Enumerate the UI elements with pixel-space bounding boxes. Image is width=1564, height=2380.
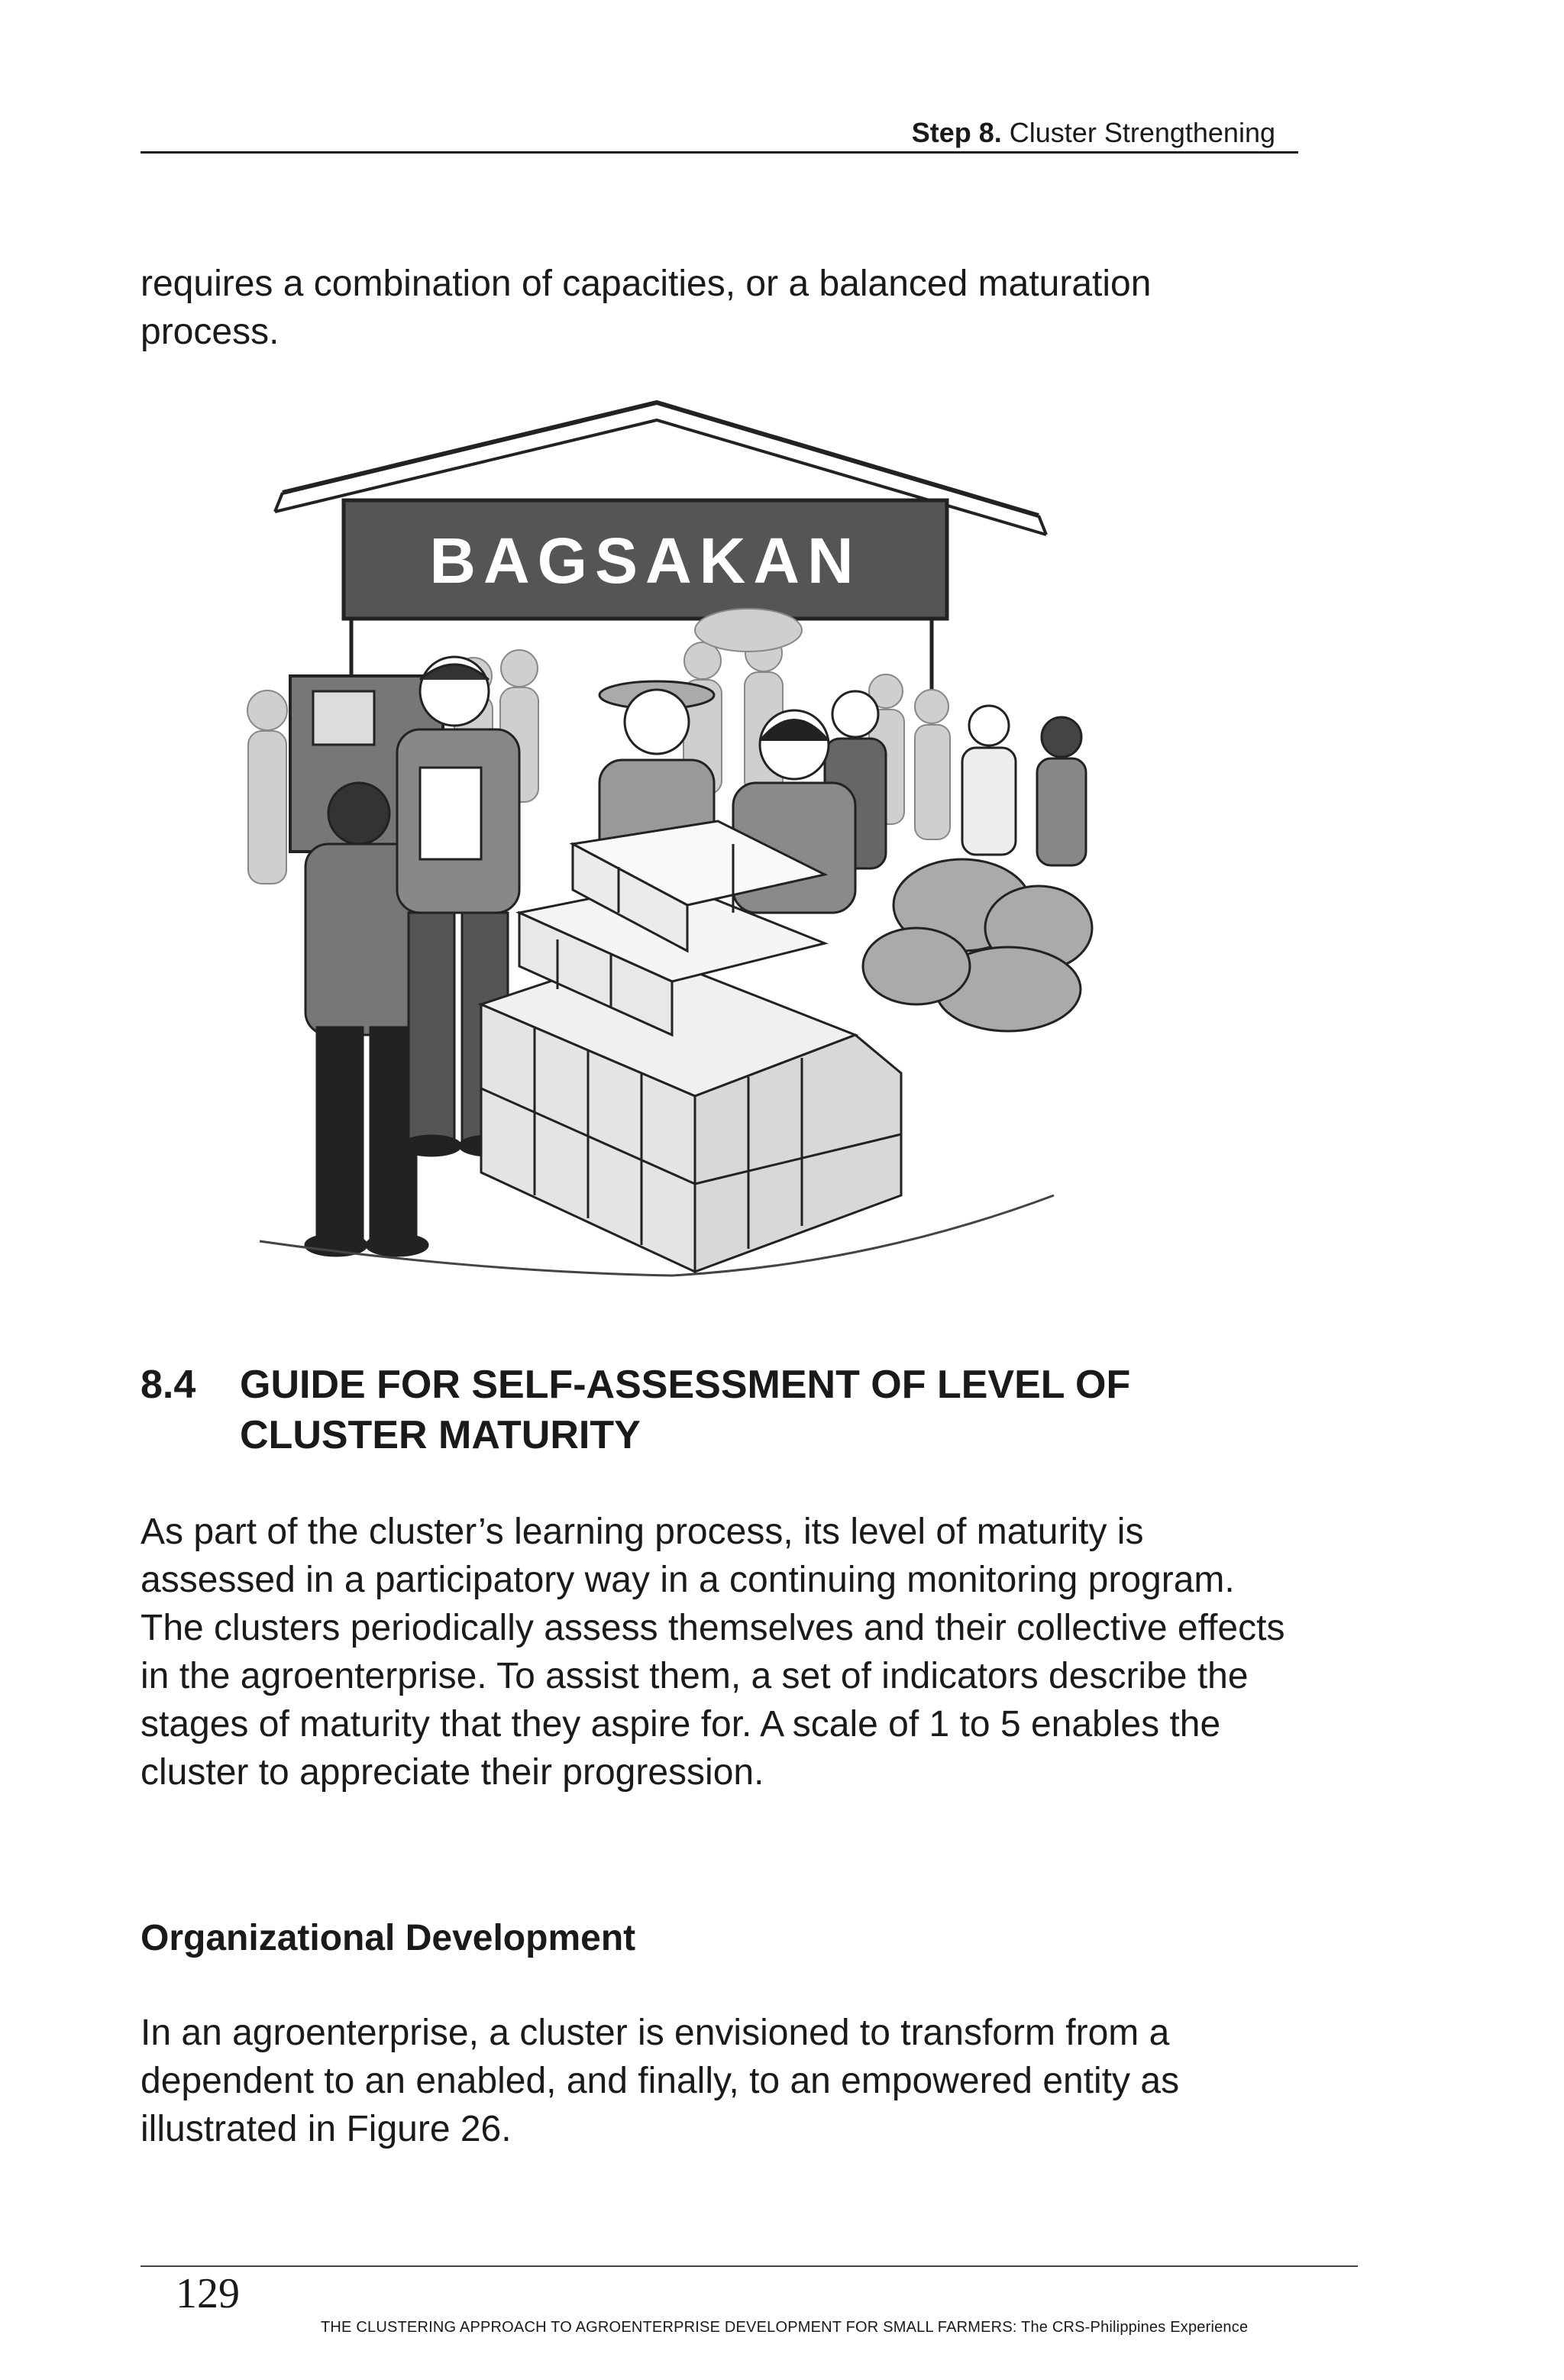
section-title-line1: GUIDE FOR SELF-ASSESSMENT OF LEVEL OF (240, 1363, 1131, 1407)
clipboard (420, 768, 481, 859)
org-dev-paragraph: In an agroenterprise, a cluster is envisioned to transform from a dependent to an enabled, and finally, to an empowered entity as illustrated in Figure 26. (141, 2013, 1180, 2149)
header-rule (141, 151, 1298, 154)
running-header (141, 115, 1298, 151)
intro-paragraph: requires a combination of capacities, or a balanced maturation process. (141, 264, 1152, 352)
produce-sacks (863, 859, 1092, 1031)
self-assessment-paragraph: As part of the cluster’s learning process, its level of maturity is assessed in a participatory way in a continuing monitoring program. The clusters periodically assess themselves and their collective effects in the agroenterprise. To assist them, a set of indicators describe the stages of maturity that they aspire for. A scale of 1 to 5 enables the cluster to appreciate their progression. (141, 1512, 1285, 1793)
page-number: 129 (176, 2270, 240, 2317)
section-heading (141, 1360, 1317, 1460)
subsection-heading: Organizational Development (141, 1918, 636, 1958)
sign-text: BAGSAKAN (429, 525, 861, 597)
bagsakan-market-illustration (244, 386, 1100, 1287)
section-number: 8.4 (141, 1363, 196, 1407)
footer-rule (141, 2265, 1358, 2267)
people-right (825, 691, 1086, 868)
section-title: Cluster Strengthening (1009, 117, 1275, 148)
footer-book-title: THE CLUSTERING APPROACH TO AGROENTERPRISE DEVELOPMENT FOR SMALL FARMERS: The CRS-Philippines Experience (321, 2319, 1249, 2336)
step-label: Step 8. (911, 117, 1002, 148)
section-title-line2: CLUSTER MATURITY (240, 1413, 641, 1457)
